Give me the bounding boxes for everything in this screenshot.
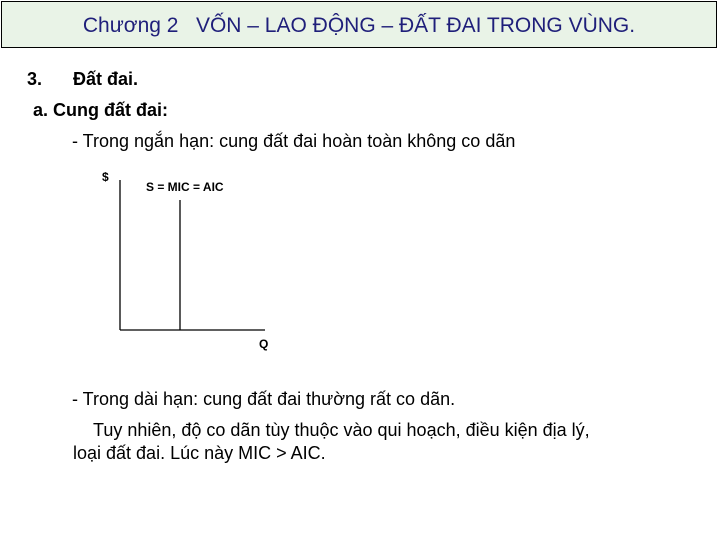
x-axis-label: Q	[259, 337, 269, 351]
long-run-detail-2: loại đất đai. Lúc này MIC > AIC.	[73, 443, 326, 463]
short-run-bullet: - Trong ngắn hạn: cung đất đai hoàn toàn không co dãn	[72, 131, 516, 151]
long-run-bullet: - Trong dài hạn: cung đất đai thường rất co dãn.	[72, 389, 456, 409]
chapter-label: Chương 2	[82, 14, 179, 37]
supply-curve-label: S = MIC = AIC	[146, 180, 224, 194]
long-run-detail-1: Tuy nhiên, độ co dãn tùy thuộc vào qui hoạch, điều kiện địa lý,	[93, 420, 590, 440]
chapter-title: VỐN – LAO ĐỘNG – ĐẤT ĐAI TRONG VÙNG.	[195, 14, 636, 37]
section-number: 3.	[27, 69, 43, 89]
y-axis-label: $	[102, 170, 109, 184]
section-title: Đất đai.	[73, 69, 139, 89]
subsection-heading: a. Cung đất đai:	[33, 100, 168, 120]
